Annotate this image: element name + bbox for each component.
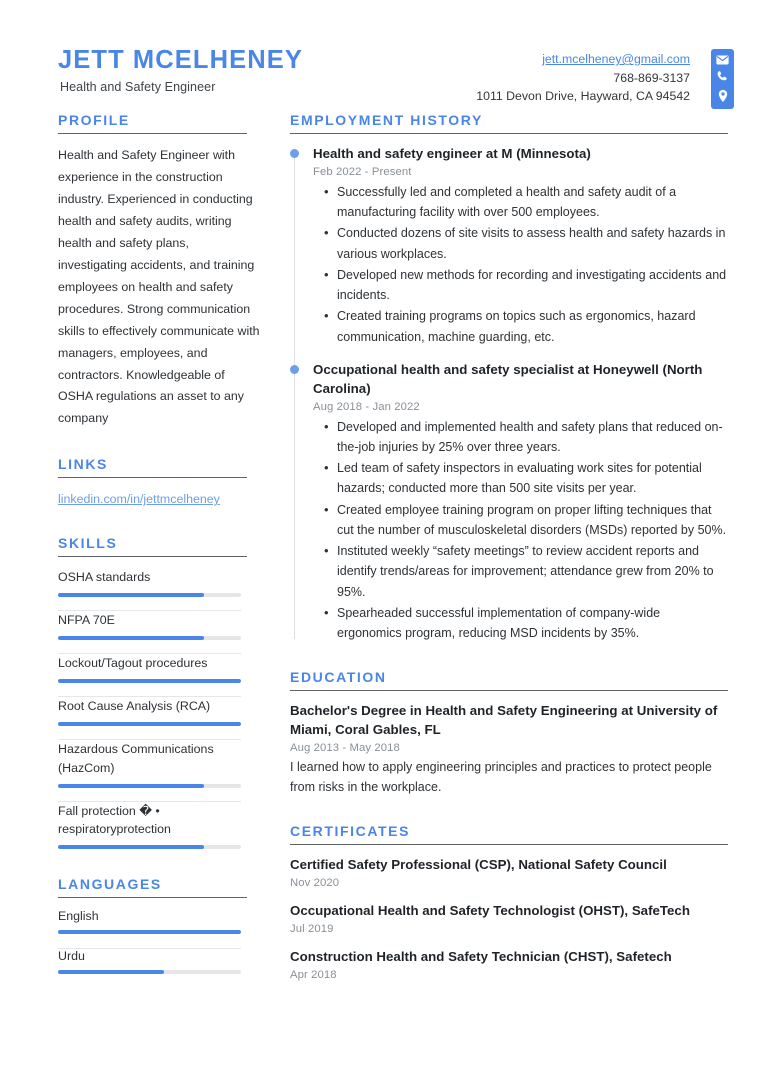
resume-header [0,0,768,104]
language-item [58,949,247,974]
job-bullet: • Successfully led and completed a health and safety audit of a manufacturing facility with over 500 employees. [337,182,728,223]
profile-text: Health and Safety Engineer with experience in the construction industry. Experienced in conducting health and safety audits, writing health and safety plans, investigating accidents, and training employees on health and safety procedures. Strong communication skills to effectively communicate with managers, employees, and contractors. Knowledgeable of OSHA regulations an asset to any company [58,148,260,426]
section-divider [58,556,247,557]
skill-level-track [58,636,241,640]
envelope-icon [716,55,729,65]
employment-section-title: EMPLOYMENT HISTORY [290,112,483,128]
job-bullet-list [313,417,728,644]
skill-item [58,654,247,683]
job-heading: Occupational health and safety specialist at Honeywell (North Carolina) [313,361,703,396]
certificate-heading: Construction Health and Safety Technician (CHST), Safetech [290,948,672,964]
links-section-title: LINKS [58,456,108,473]
contact-email-link[interactable]: jett.mcelheney@gmail.com [542,52,690,66]
education-section-title: EDUCATION [290,669,387,686]
language-level-fill [58,930,241,934]
certificate-heading: Certified Safety Professional (CSP), National Safety Council [290,857,667,873]
location-pin-icon [717,89,729,103]
sidebar-column [0,90,260,988]
job-bullet: • Created employee training program on proper lifting techniques that cut the number of musculoskeletal disorders (MSDs) reported by 50%. [337,500,728,541]
skill-item [58,568,247,597]
skills-section [58,535,247,849]
skill-level-track [58,784,241,788]
certificate-heading: Occupational Health and Safety Technologist (OHST), SafeTech [290,903,690,918]
certificate-entry [290,948,728,981]
linkedin-link[interactable]: linkedin.com/in/jettmcelheney [58,492,220,507]
certificates-section [290,823,728,981]
skill-label: Hazardous Communications (HazCom) [58,741,214,775]
education-date: Aug 2013 - May 2018 [290,742,400,755]
skill-level-fill [58,784,204,788]
education-entry [290,702,728,797]
skills-section-title: SKILLS [58,535,118,552]
section-divider [290,844,728,845]
section-divider [58,897,247,898]
job-bullet: • Spearheaded successful implementation of company-wide ergonomics program, reducing MSD incidents by 35%. [337,603,728,644]
education-description: I learned how to apply engineering principles and practices to protect people from risks in the workplace. [290,760,712,795]
skill-label: Lockout/Tagout procedures [58,656,208,671]
skill-level-track [58,593,241,597]
job-bullet: • Developed and implemented health and safety plans that reduced on-the-job injuries by 25% over three years. [337,417,728,458]
job-bullet: • Created training programs on topics such as ergonomics, hazard communication, machine guarding, etc. [337,306,728,347]
certificate-entry [290,902,728,935]
job-bullet: • Led team of safety inspectors in evaluating work sites for potential hazards; conducted more than 500 site visits per year. [337,458,728,499]
language-label: English [58,909,99,924]
job-date: Feb 2022 - Present [313,165,412,178]
timeline-dot-icon [290,149,299,158]
job-bullet: • Conducted dozens of site visits to assess health and safety hazards in various workplaces. [337,223,728,264]
list-item [58,489,247,510]
language-level-track [58,930,241,934]
language-level-track [58,970,241,974]
job-bullet-list [313,182,728,347]
language-level-fill [58,970,164,974]
section-divider [290,133,728,134]
links-section [58,456,247,510]
certificates-list [290,856,728,981]
skill-level-track [58,845,241,849]
skill-label: OSHA standards [58,570,151,585]
section-divider [58,133,247,134]
skill-item [58,697,247,726]
skill-label: NFPA 70E [58,613,115,628]
contact-email-row [476,50,690,69]
phone-icon [716,70,729,83]
certificates-section-title: CERTIFICATES [290,823,411,840]
contact-block [476,50,690,106]
skill-level-fill [58,593,204,597]
skill-item [58,740,247,788]
skill-level-fill [58,679,241,683]
certificate-date: Jul 2019 [290,922,334,935]
timeline-dot-icon [290,365,299,374]
job-heading: Health and safety engineer at M (Minnesota) [313,146,591,161]
candidate-name: JETT MCELHENEY [58,46,303,74]
languages-list [58,909,247,974]
education-section [290,669,728,797]
resume-body [0,90,768,988]
candidate-job-title: Health and Safety Engineer [60,80,216,94]
employment-timeline [290,145,728,643]
job-date: Aug 2018 - Jan 2022 [313,400,420,413]
employment-entry [313,145,728,347]
skill-level-fill [58,722,241,726]
language-item [58,909,247,934]
section-divider [58,477,247,478]
employment-entry [313,361,728,644]
skills-list [58,568,247,849]
certificate-entry [290,856,728,889]
profile-section [58,112,260,430]
contact-icon-rail [711,49,734,109]
education-heading: Bachelor's Degree in Health and Safety Engineering at University of Miami, Coral Gables, FL [290,703,718,738]
skill-level-fill [58,845,204,849]
languages-section-title: LANGUAGES [58,876,162,893]
skill-level-track [58,722,241,726]
main-column [247,90,768,988]
skill-label: Root Cause Analysis (RCA) [58,699,211,713]
contact-address: 1011 Devon Drive, Hayward, CA 94542 [476,89,690,104]
contact-phone: 768-869-3137 [613,70,690,85]
skill-item [58,611,247,640]
employment-section [290,112,728,643]
skill-level-track [58,679,241,683]
job-bullet: • Developed new methods for recording and investigating accidents and incidents. [337,265,728,306]
language-label: Urdu [58,949,85,964]
certificate-date: Apr 2018 [290,968,337,981]
education-list [290,702,728,797]
languages-section [58,876,247,974]
job-bullet: • Instituted weekly “safety meetings” to review accident reports and identify trends/areas for improvement; attendance grew from 20% to 95%. [337,541,728,602]
certificate-date: Nov 2020 [290,877,340,889]
section-divider [290,690,728,691]
skill-item [58,802,247,850]
skill-label: Fall protection � • respiratoryprotection [58,803,171,837]
profile-section-title: PROFILE [58,112,130,128]
skill-level-fill [58,636,204,640]
